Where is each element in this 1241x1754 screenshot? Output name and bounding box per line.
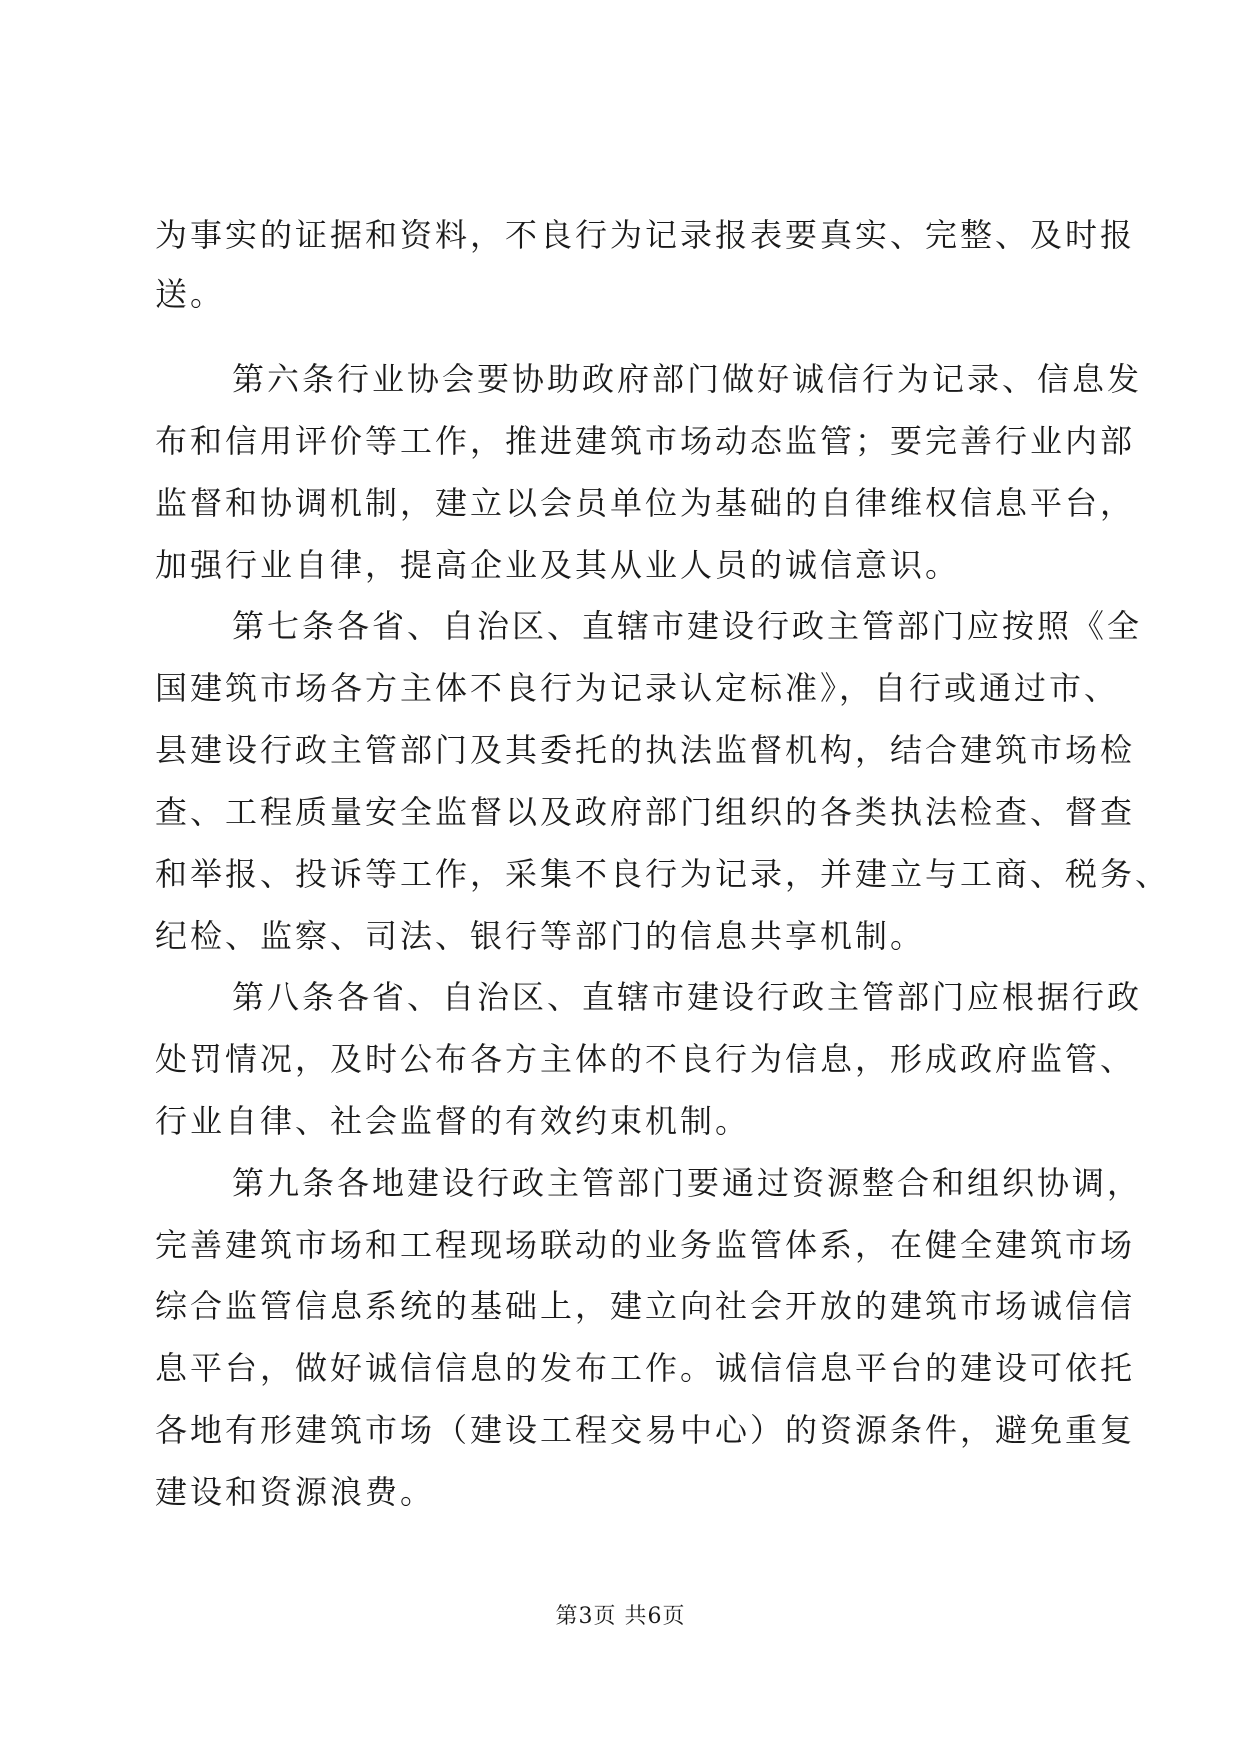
text-line: 为事实的证据和资料，不良行为记录报表要真实、完整、及时报 (155, 216, 1136, 254)
paragraph-9-start: 第九条各地建设行政主管部门要通过资源整合和组织协调， (232, 1164, 1143, 1202)
text-line: 监督和协调机制，建立以会员单位为基础的自律维权信息平台， (155, 484, 1136, 522)
page-number-footer: 第3页 共6页 (555, 1604, 686, 1629)
paragraph-7-start: 第七条各省、自治区、直辖市建设行政主管部门应按照《全 (232, 607, 1143, 645)
text-line: 国建筑市场各方主体不良行为记录认定标准》，自行或通过市、 (155, 669, 1120, 707)
text-line: 送。 (155, 275, 226, 313)
paragraph-8-start: 第八条各省、自治区、直辖市建设行政主管部门应根据行政 (232, 978, 1143, 1016)
text-line: 各地有形建筑市场（建设工程交易中心）的资源条件，避免重复 (155, 1411, 1136, 1449)
text-line: 息平台，做好诚信信息的发布工作。诚信信息平台的建设可依托 (155, 1349, 1136, 1387)
text-line: 县建设行政主管部门及其委托的执法监督机构，结合建筑市场检 (155, 731, 1136, 769)
text-line: 和举报、投诉等工作，采集不良行为记录，并建立与工商、税务、 (155, 855, 1171, 893)
text-line: 综合监管信息系统的基础上，建立向社会开放的建筑市场诚信信 (155, 1287, 1136, 1325)
text-line: 行业自律、社会监督的有效约束机制。 (155, 1102, 751, 1140)
text-line: 加强行业自律，提高企业及其从业人员的诚信意识。 (155, 546, 961, 584)
text-line: 纪检、监察、司法、银行等部门的信息共享机制。 (155, 917, 926, 955)
text-line: 布和信用评价等工作，推进建筑市场动态监管；要完善行业内部 (155, 422, 1136, 460)
paragraph-6-start: 第六条行业协会要协助政府部门做好诚信行为记录、信息发 (232, 360, 1143, 398)
text-line: 处罚情况，及时公布各方主体的不良行为信息，形成政府监管、 (155, 1040, 1136, 1078)
text-line: 建设和资源浪费。 (155, 1473, 436, 1511)
text-line: 查、工程质量安全监督以及政府部门组织的各类执法检查、督查 (155, 793, 1136, 831)
text-line: 完善建筑市场和工程现场联动的业务监管体系，在健全建筑市场 (155, 1226, 1136, 1264)
